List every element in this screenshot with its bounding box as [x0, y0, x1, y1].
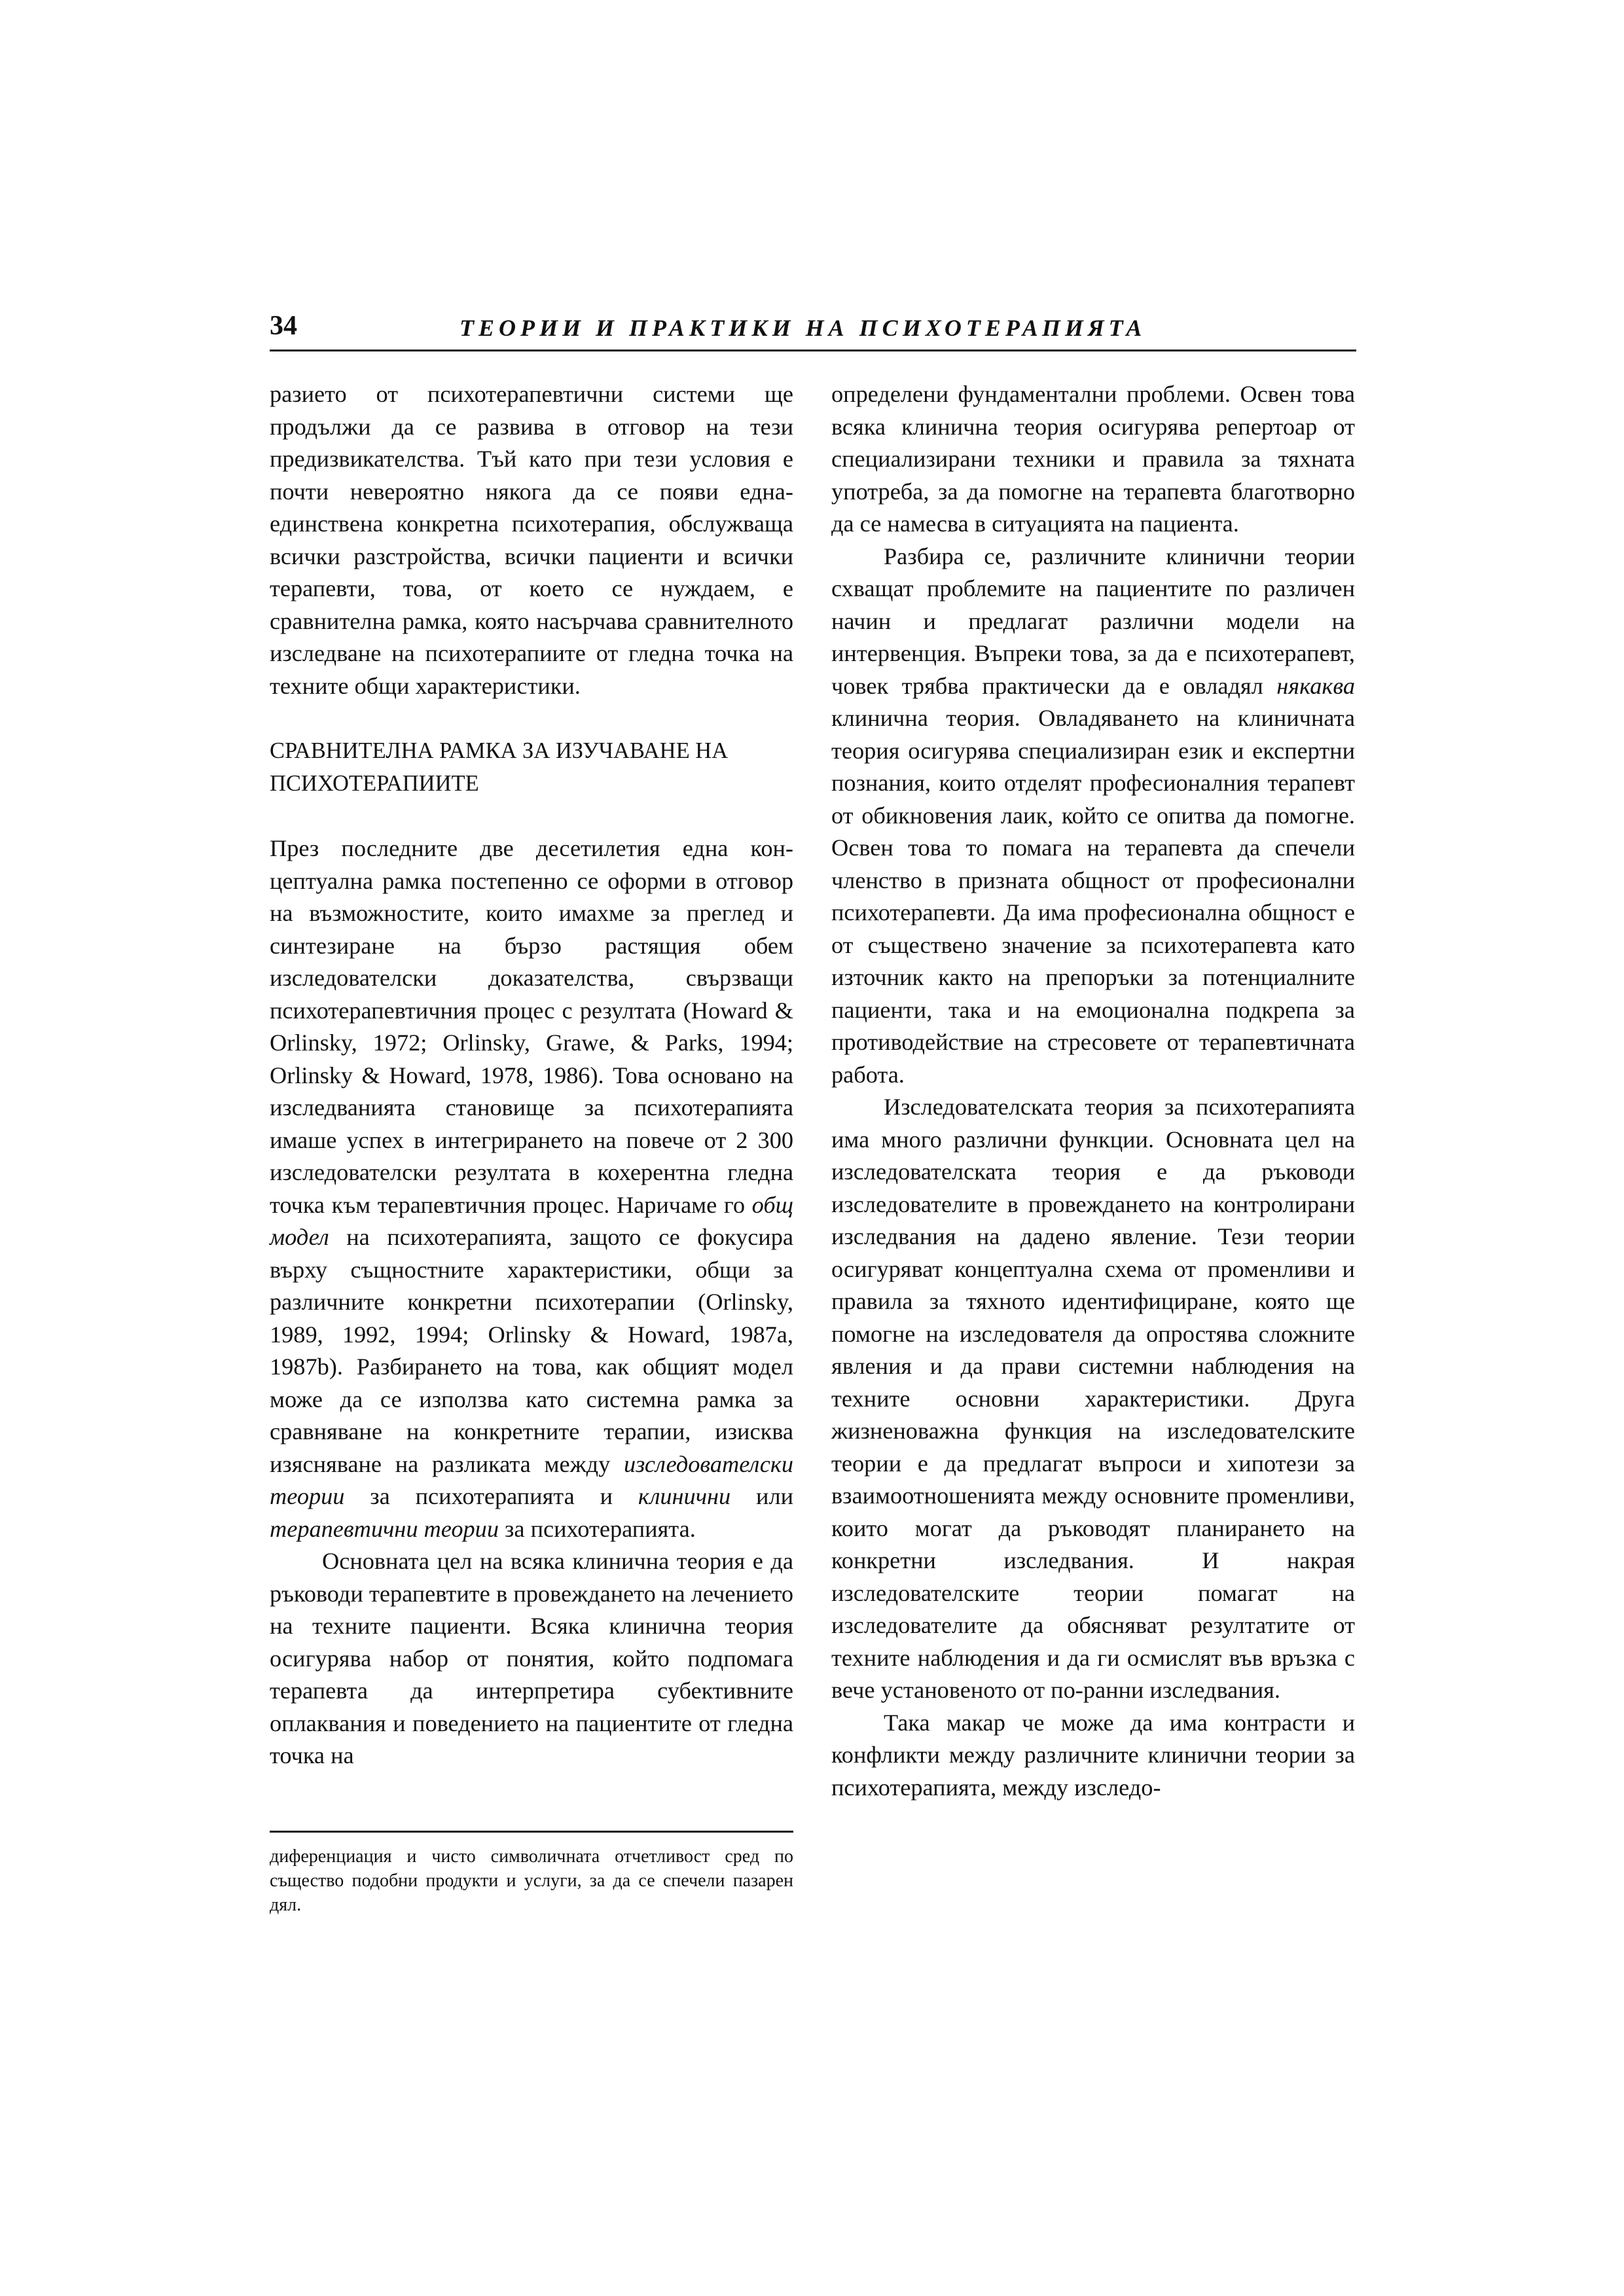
- footnote-divider: [270, 1831, 793, 1833]
- emphasis-term: някаква: [1276, 672, 1355, 699]
- text-run: клинична теория. Овладяването на клиничната теория осигурява специализиран език и експертни познания, които отделят професионалния терапевт от обикновения лаик, който се опитва да помогне. Освен това то помага на терапевта да спечели членство в призната общност от професионални психотерапевти. Да има професионална общност е от съществено значение за психотерапевта като източник както на препоръки за потенциалните пациенти, така и на емоционална подкрепа за противодействие на стресовете от терапевтичната работа.: [831, 705, 1355, 1088]
- text-run: или: [731, 1483, 793, 1509]
- section-heading-block: [270, 735, 793, 800]
- paragraph-contrasts: Така макар че може да има контрасти и конфликти между различните клинични теории за психотерапията, между изследо-: [831, 1709, 1355, 1801]
- emphasis-term: общ модел: [270, 1191, 793, 1250]
- page-header: [270, 309, 1356, 351]
- paragraph-continued-right: определени фундаментални проблеми. Освен това всяка клинична теория осигурява репертоар от специализирани техники и правила за тяхната употреба, за да помогне на терапевта благотворно да се намесва в ситуацията на пациента.: [831, 381, 1355, 537]
- paragraph-general-model: [270, 833, 793, 1545]
- text-run: Разбира се, различните клинични теории схващат проблемите на пациентите по различен начин и предлагат различни модели на интервенция. Въпреки това, за да е психотерапевт, човек трябва практически да е овладял: [831, 543, 1355, 699]
- text-run: за психотерапията и: [344, 1483, 638, 1509]
- section-heading: СРАВНИТЕЛНА РАМКА ЗА ИЗУЧАВАНЕ НА ПСИХОТЕРАПИИТЕ: [270, 738, 729, 796]
- paragraph-continued: разието от психотерапевтични системи ще продължи да се развива в отговор на тези предизвикателства. Тъй като при тези условия е почти невероятно някога да се появи една-единствена конкретна психотерапия, обслужваща всички разстройства, всички пациенти и всички терапевти, това, от което се нуждаем, е сравнителна рамка, която насърчава сравнителното изследване на психотерапиите от гледна точка на техните общи характеристики.: [270, 381, 793, 699]
- paragraph-research-theory: Изследователската теория за психотерапията има много различни функции. Основната цел на изследователската теория е да ръководи изследователите в провеждането на контролирани изследвания на дадено явление. Тези теории осигуряват концептуална схема от променливи и правила за тяхното идентифициране, която ще помогне на изследователя да опростява сложните явления и да прави системни наблюдения на техните основни характеристики. Друга жизненоважна функция на изследователските теории е да предлагат въпроси и хипотези за взаимоотношенията между основните променливи, които могат да ръководят планирането на конкретни изследвания. И накрая изследователските теории помагат на изследователите да обясняват резултатите от техните наблюдения и да ги осмислят във връзка с вече установеното от по-ранни изследвания.: [831, 1094, 1355, 1703]
- text-run: През последните две десетилетия една концептуална рамка постепенно се оформи в отговор на възможностите, които имахме за преглед и синтезиране на бързо растящия обем изследователски доказателства, свързващи психотерапевтичния процес с резултата (Howard & Orlinsky, 1972; Orlinsky, Grawe, & Parks, 1994; Orlinsky & Howard, 1978, 1986). Това основано на изследванията становище за психотерапията имаше успех в интегрирането на повече от 2 300 изследователски резултата в кохерентна гледна точка към терапевтичния процес. Наричаме го: [270, 835, 793, 1218]
- right-column: [831, 378, 1355, 1804]
- emphasis-term: терапевтични теории: [270, 1515, 499, 1542]
- running-title: ТЕОРИИ И ПРАКТИКИ НА ПСИХОТЕРАПИЯТА: [460, 315, 1147, 341]
- paragraph-clinical-theories: [831, 541, 1355, 1092]
- text-run: за психотерапията.: [498, 1515, 696, 1542]
- left-column: [270, 378, 793, 1772]
- paragraph-clinical-theory: Основната цел на всяка клинична теория е да ръководи терапевтите в провеждането на лечението на техните пациенти. Всяка клинична теория осигурява набор от понятия, който подпомага терапевта да интерпретира субективните оплаквания и поведението на пациентите от гледна точка на: [270, 1548, 793, 1768]
- emphasis-term: клинични: [638, 1483, 731, 1509]
- footnote: диференциация и чисто символичната отчетливост сред по същество подобни продукти и услуги, за да се спечели пазарен дял.: [270, 1846, 793, 1915]
- emphasis-term: изследователски теории: [270, 1450, 793, 1509]
- text-run: на психотерапията, защото се фокусира върху същностните характеристики, общи за различните конкретни психотерапии (Orlinsky, 1989, 1992, 1994; Orlinsky & Howard, 1987a, 1987b). Разбирането на това, как общият модел може да се използва като системна рамка за сравняване на конкретните терапии, изисква изясняване на разликата между: [270, 1224, 793, 1477]
- page-number: 34: [270, 311, 297, 341]
